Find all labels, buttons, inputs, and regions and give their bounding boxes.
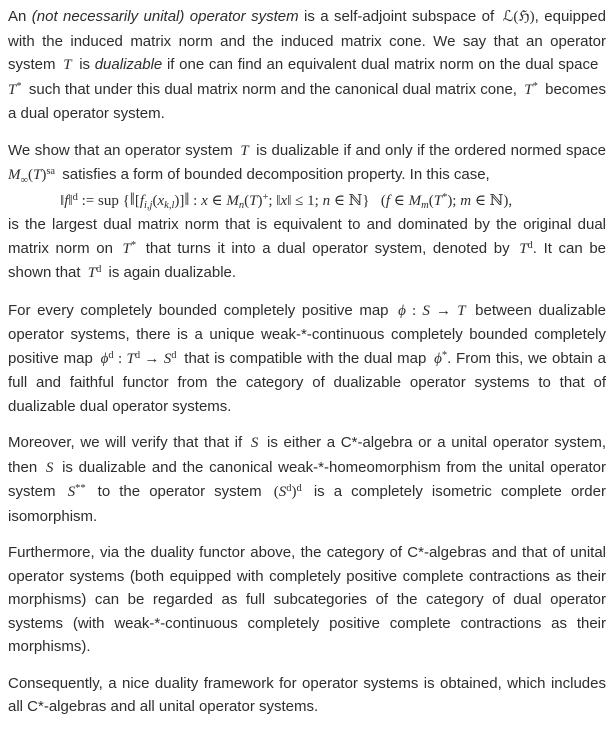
math-run: S — [45, 459, 54, 476]
text-run: is dualizable if and only if the ordered normed space — [248, 141, 606, 159]
text-run: . It can be shown that — [8, 239, 606, 281]
math-run: : — [189, 192, 202, 209]
text-run: that is compatible with the dual map — [176, 349, 435, 367]
math-run: x — [280, 192, 288, 209]
math-run: S — [163, 350, 172, 367]
math-run: → — [140, 350, 164, 367]
math-run: n — [322, 192, 331, 209]
math-run: ) — [41, 167, 47, 183]
math-run: ϕ — [434, 350, 442, 367]
math-run: ‖ — [184, 188, 190, 209]
abstract-paragraph — [8, 213, 606, 286]
math-run: T — [249, 192, 258, 209]
math-run: f — [385, 192, 391, 209]
math-run: ∞ — [20, 174, 28, 186]
math-run: [ — [134, 192, 140, 209]
math-run: ; ‖ — [268, 192, 281, 209]
text-run: is — [71, 56, 95, 73]
math-run: ϕ — [398, 302, 406, 319]
text-run: to the operator system — [85, 483, 274, 500]
math-run: i,j — [144, 200, 153, 211]
math-run: * — [532, 80, 538, 92]
math-run: T — [122, 240, 131, 257]
text-run: An — [8, 8, 32, 25]
math-run: * — [16, 80, 22, 92]
math-run: M — [408, 192, 422, 209]
math-run: d — [108, 349, 114, 361]
text-run: dualizable — [94, 56, 163, 73]
math-run: ** — [75, 483, 86, 494]
math-run: : — [405, 302, 423, 319]
text-run: Consequently, a nice duality framework for operator systems is obtained, which includes all C*-algebras and all unital operator systems. — [8, 674, 606, 715]
math-run: ∈ ℕ} — [330, 192, 370, 209]
math-run: ); — [447, 192, 461, 209]
math-run: ∈ ℕ), — [471, 192, 513, 209]
math-run: S — [278, 484, 287, 500]
math-run: x — [201, 192, 208, 209]
math-run: ( — [152, 192, 158, 209]
math-run: ( — [428, 192, 434, 209]
math-run: ℒ(ℌ) — [502, 9, 535, 25]
math-run: ( — [273, 484, 279, 500]
math-run: T — [457, 302, 466, 319]
math-run: * — [130, 239, 137, 251]
math-run: ( — [369, 192, 386, 209]
math-run: ) — [291, 484, 297, 500]
abstract-paragraph — [8, 431, 606, 528]
math-run: T — [8, 81, 17, 98]
math-run: ( — [28, 167, 33, 183]
math-run: + — [262, 191, 269, 203]
text-run: Furthermore, via the duality functor above, the category of C*-algebras and that of unital operator systems (both equipped with completely positive complete contractions as their morphisms) can be regarded as full subcategories of the category of dual operator systems (with weak-*-continuous completely positive complete contractions as their morphisms). — [8, 544, 606, 655]
math-run: sa — [46, 166, 56, 177]
text-run: is again dualizable. — [101, 264, 237, 281]
math-run: f — [64, 192, 69, 209]
abstract-paragraph — [8, 672, 606, 719]
math-run: T — [519, 240, 528, 257]
text-run: (not necessarily unital) operator system — [31, 8, 299, 25]
math-run: S — [422, 302, 430, 319]
text-run: satisfies a form of bounded decomposition property. In this case, — [55, 166, 490, 183]
math-run: ‖ ≤ 1; — [287, 192, 323, 209]
math-run: S — [250, 435, 259, 451]
abstract-paragraph — [8, 139, 606, 188]
math-run: T — [33, 167, 42, 183]
math-run: k,l — [164, 200, 175, 211]
math-run: T — [433, 192, 443, 209]
math-run: ϕ — [100, 350, 109, 367]
math-run: T — [126, 350, 135, 367]
text-run: such that under this dual matrix norm and the canonical dual matrix cone, — [21, 80, 525, 98]
math-run: x — [157, 192, 165, 209]
math-run: S — [67, 484, 76, 500]
math-run: ‖ — [129, 188, 135, 209]
abstract-paragraph — [8, 541, 606, 659]
math-run: M — [8, 167, 21, 183]
math-run: T — [87, 265, 97, 281]
math-run: T — [524, 81, 533, 98]
math-run: ‖ — [68, 192, 73, 209]
display-formula — [8, 188, 606, 214]
math-run: d — [96, 264, 102, 275]
math-run: d — [296, 483, 302, 494]
math-run: f — [139, 192, 145, 209]
text-run: is a completely isometric complete order isomorphism. — [8, 483, 606, 525]
text-run: if one can find an equivalent dual matrix norm on the dual space — [162, 56, 606, 73]
math-run: )] — [174, 192, 185, 209]
text-run: is dualizable and the canonical weak-*-homeomorphism from the unital operator system — [8, 458, 606, 500]
math-run: T — [63, 57, 72, 73]
text-run: For every completely bounded completely positive map — [8, 301, 399, 319]
math-run: m — [460, 192, 472, 209]
text-run: that turns it into a dual operator system, denoted by — [136, 239, 520, 257]
math-run: d — [286, 483, 292, 494]
text-run: between dualizable operator systems, there is a unique weak-*-continuous completely bounded completely positive map — [8, 301, 607, 367]
math-run: m — [421, 200, 429, 211]
math-run: d — [171, 349, 177, 361]
math-run: ( — [244, 192, 250, 209]
math-run: ∈ — [207, 192, 227, 209]
text-run: is the largest dual matrix norm that is equivalent to and dominated by the original dual matrix norm on — [8, 216, 606, 257]
math-run: d — [527, 239, 533, 251]
abstract-paragraphs — [8, 5, 606, 719]
text-run: Moreover, we will verify that that if — [8, 434, 251, 451]
text-run: , equipped with the induced matrix norm and the induced matrix cone. We say that an operator system — [8, 8, 606, 73]
math-run: d — [72, 191, 78, 203]
text-run: becomes a dual operator system. — [8, 80, 606, 122]
text-run: We show that an operator system — [8, 141, 241, 159]
math-run: := sup { — [77, 192, 130, 209]
math-run: : — [113, 350, 127, 367]
math-run: d — [134, 349, 141, 361]
math-run: * — [441, 349, 448, 361]
math-run: → — [429, 302, 458, 319]
math-run: ∈ — [390, 192, 409, 209]
abstract-paragraph — [8, 5, 606, 126]
math-run: n — [238, 200, 245, 211]
math-run: T — [240, 142, 249, 159]
text-run: is either a C*-algebra or a unital operator system, then — [8, 434, 606, 476]
math-run: M — [226, 192, 239, 209]
text-run: is a self-adjoint subspace of — [298, 8, 503, 25]
math-run: * — [442, 191, 448, 203]
abstract-paragraph — [8, 299, 606, 419]
math-run: ) — [257, 192, 263, 209]
math-run: ‖ — [60, 192, 65, 209]
text-run: . From this, we obtain a full and faithful functor from the category of dualizable operator systems to that of dualizable dual operator systems. — [8, 349, 607, 415]
